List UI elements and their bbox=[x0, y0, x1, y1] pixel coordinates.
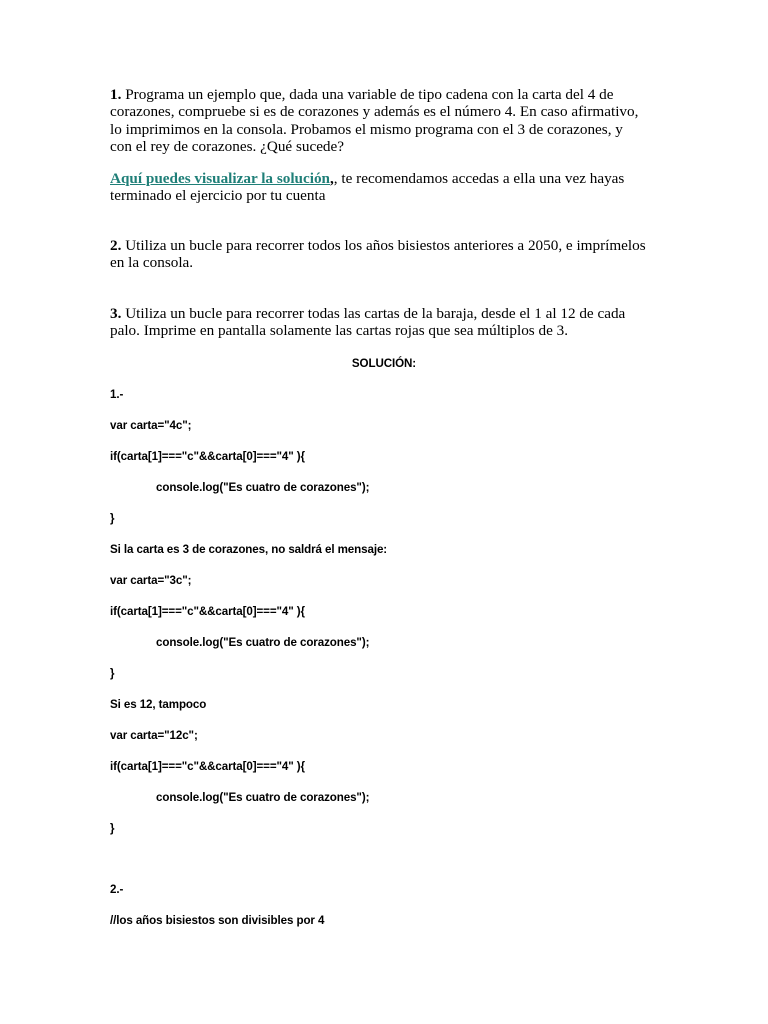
code-line: if(carta[1]==="c"&&carta[0]==="4" ){ bbox=[110, 605, 305, 618]
exercise-2-line-2: en la consola. bbox=[110, 254, 194, 272]
exercise-1-line-2: corazones, compruebe si es de corazones y además es el número 4. En caso afirmativo, bbox=[110, 103, 639, 121]
exercise-1 bbox=[110, 86, 670, 156]
code-line: 1.- bbox=[110, 388, 124, 401]
solution-link-line-2: terminado el ejercicio por tu cuenta bbox=[110, 187, 326, 205]
solution-link-paragraph bbox=[110, 170, 670, 205]
code-line: var carta="4c"; bbox=[110, 419, 192, 432]
code-comment: Si la carta es 3 de corazones, no saldrá el mensaje: bbox=[110, 543, 388, 556]
exercise-2-line-1: 2. Utiliza un bucle para recorrer todos los años bisiestos anteriores a 2050, e imprímelos bbox=[110, 237, 646, 254]
code-line: var carta="3c"; bbox=[110, 574, 192, 587]
code-line: if(carta[1]==="c"&&carta[0]==="4" ){ bbox=[110, 760, 305, 773]
exercise-3-line-1: 3. Utiliza un bucle para recorrer todas las cartas de la baraja, desde el 1 al 12 de cada bbox=[110, 305, 626, 322]
exercise-2-number: 2. bbox=[110, 237, 122, 254]
solution-link-line-1: Aquí puedes visualizar la solución,, te recomendamos accedas a ella una vez hayas bbox=[110, 170, 625, 187]
code-line: } bbox=[110, 667, 115, 680]
solution-heading: SOLUCIÓN: bbox=[351, 357, 417, 370]
exercise-3-line-2: palo. Imprime en pantalla solamente las cartas rojas que sea múltiplos de 3. bbox=[110, 322, 569, 340]
exercise-1-line-1: 1. Programa un ejemplo que, dada una variable de tipo cadena con la carta del 4 de bbox=[110, 86, 614, 103]
exercise-3 bbox=[110, 305, 670, 340]
exercise-1-line-4: con el rey de corazones. ¿Qué sucede? bbox=[110, 138, 345, 156]
exercise-1-number: 1. bbox=[110, 86, 122, 103]
code-line: console.log("Es cuatro de corazones"); bbox=[156, 791, 370, 804]
code-line: if(carta[1]==="c"&&carta[0]==="4" ){ bbox=[110, 450, 305, 463]
code-line: var carta="12c"; bbox=[110, 729, 198, 742]
exercise-2 bbox=[110, 237, 670, 272]
code-line: } bbox=[110, 512, 115, 525]
exercise-1-line-3: lo imprimimos en la consola. Probamos el mismo programa con el 3 de corazones, y bbox=[110, 120, 623, 138]
code-line: } bbox=[110, 822, 115, 835]
solution-link[interactable]: Aquí puedes visualizar la solución bbox=[110, 170, 330, 187]
code-line: console.log("Es cuatro de corazones"); bbox=[156, 636, 370, 649]
code-line: 2.- bbox=[110, 883, 124, 896]
code-line: console.log("Es cuatro de corazones"); bbox=[156, 481, 370, 494]
code-comment: Si es 12, tampoco bbox=[110, 698, 207, 711]
solution-link-after: , te recomendamos accedas a ella una vez hayas bbox=[333, 170, 625, 187]
code-comment: //los años bisiestos son divisibles por 4 bbox=[110, 914, 325, 927]
exercise-3-number: 3. bbox=[110, 305, 122, 322]
